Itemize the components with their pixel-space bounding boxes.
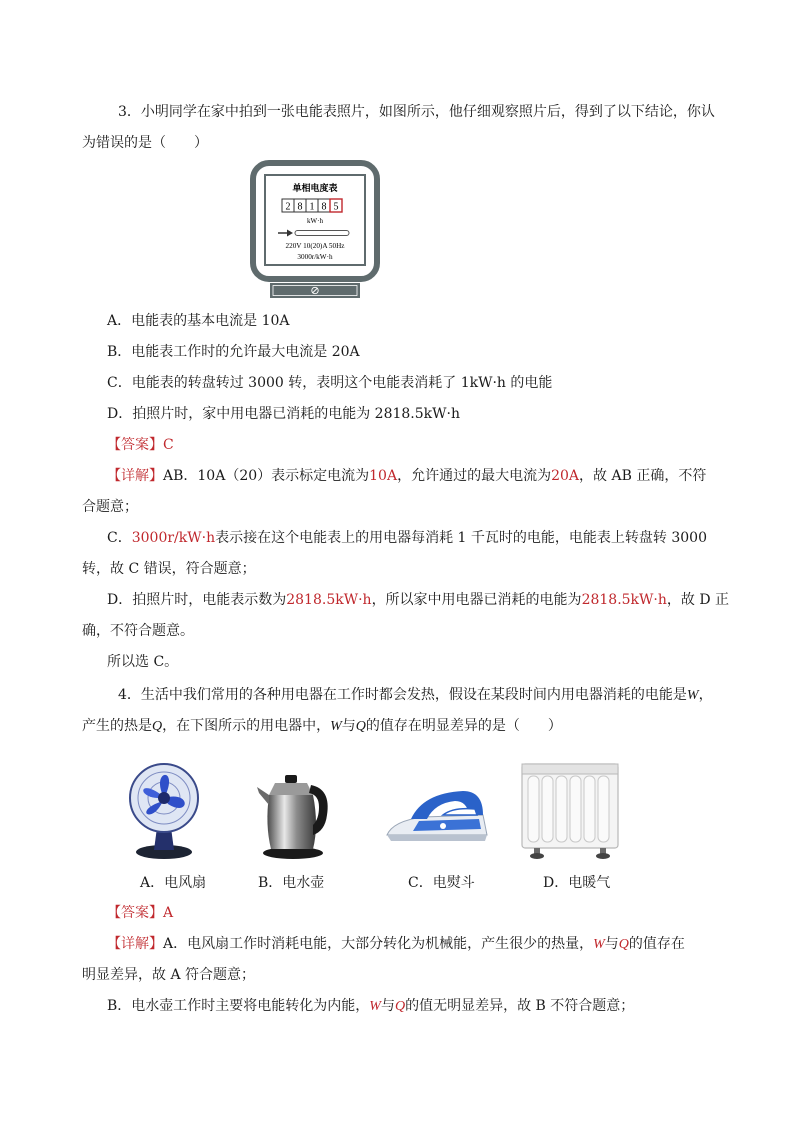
q4-answer: 【答案】A — [107, 905, 174, 921]
q3-option-b: B．电能表工作时的允许最大电流是 20A — [107, 344, 360, 360]
meter-digit: 5 — [333, 201, 339, 213]
q4-option-b: B．电水壶 — [258, 875, 325, 891]
q3-option-a: A．电能表的基本电流是 10A — [107, 313, 290, 329]
electric-meter-figure — [250, 160, 380, 302]
q3-detail-d-line1: D．拍照片时，电能表示数为2818.5kW·h，所以家中用电器已消耗的电能为2818.5kW·h，故 D 正 — [107, 592, 730, 608]
meter-digit: 8 — [321, 201, 327, 213]
q3-detail-ab-line2: 合题意； — [82, 499, 138, 515]
q4-detail-a-line2: 明显差异，故 A 符合题意； — [82, 967, 256, 983]
electric-iron-image — [383, 785, 493, 853]
meter-digits — [282, 199, 342, 213]
meter-digit: 2 — [285, 201, 291, 213]
q3-answer: 【答案】C — [107, 437, 174, 453]
q3-conclusion: 所以选 C。 — [107, 654, 179, 670]
meter-spec1: 220V 10(20)A 50Hz — [285, 242, 345, 250]
meter-unit: kW·h — [307, 217, 323, 225]
q3-option-c: C．电能表的转盘转过 3000 转，表明这个电能表消耗了 1kW·h 的电能 — [107, 375, 553, 391]
q3-detail-ab-line1: 【详解】AB．10A（20）表示标定电流为10A，允许通过的最大电流为20A，故 AB 正确，不符 — [107, 468, 707, 484]
q3-detail-c-line2: 转，故 C 错误，符合题意； — [82, 561, 256, 577]
q4-detail-a-line1: 【详解】A．电风扇工作时消耗电能，大部分转化为机械能，产生很少的热量，W与Q的值存在 — [107, 936, 685, 952]
q3-detail-c-line1: C．3000r/kW·h表示接在这个电能表上的用电器每消耗 1 千瓦时的电能，电能表上转盘转 3000 — [107, 530, 707, 546]
q4-option-c: C．电熨斗 — [408, 875, 475, 891]
electric-kettle-image — [253, 765, 333, 861]
meter-spec2: 3000r/kW·h — [297, 253, 333, 261]
q4-detail-b-line1: B．电水壶工作时主要将电能转化为内能，W与Q的值无明显差异，故 B 不符合题意； — [107, 998, 635, 1014]
electric-fan-image — [120, 760, 212, 862]
meter-title: 单相电度表 — [292, 183, 338, 193]
meter-digit: 8 — [297, 201, 303, 213]
q3-option-d: D．拍照片时，家中用电器已消耗的电能为 2818.5kW·h — [107, 406, 461, 422]
q4-stem-line2: 产生的热是Q，在下图所示的用电器中，W与Q的值存在明显差异的是（ ） — [82, 718, 562, 734]
q4-option-d: D．电暖气 — [543, 875, 611, 891]
meter-digit: 1 — [309, 201, 315, 213]
q4-option-a: A．电风扇 — [140, 875, 207, 891]
meter-rotor-arrow-icon — [278, 230, 349, 237]
q3-stem-line1: 3．小明同学在家中拍到一张电能表照片，如图所示，他仔细观察照片后，得到了以下结论，你认 — [118, 104, 715, 120]
q4-stem-line1: 4．生活中我们常用的各种用电器在工作时都会发热，假设在某段时间内用电器消耗的电能是W， — [118, 687, 713, 703]
q3-detail-d-line2: 确，不符合题意。 — [82, 623, 194, 639]
q3-stem-line2: 为错误的是（ ） — [82, 135, 208, 151]
electric-heater-image — [520, 760, 622, 860]
